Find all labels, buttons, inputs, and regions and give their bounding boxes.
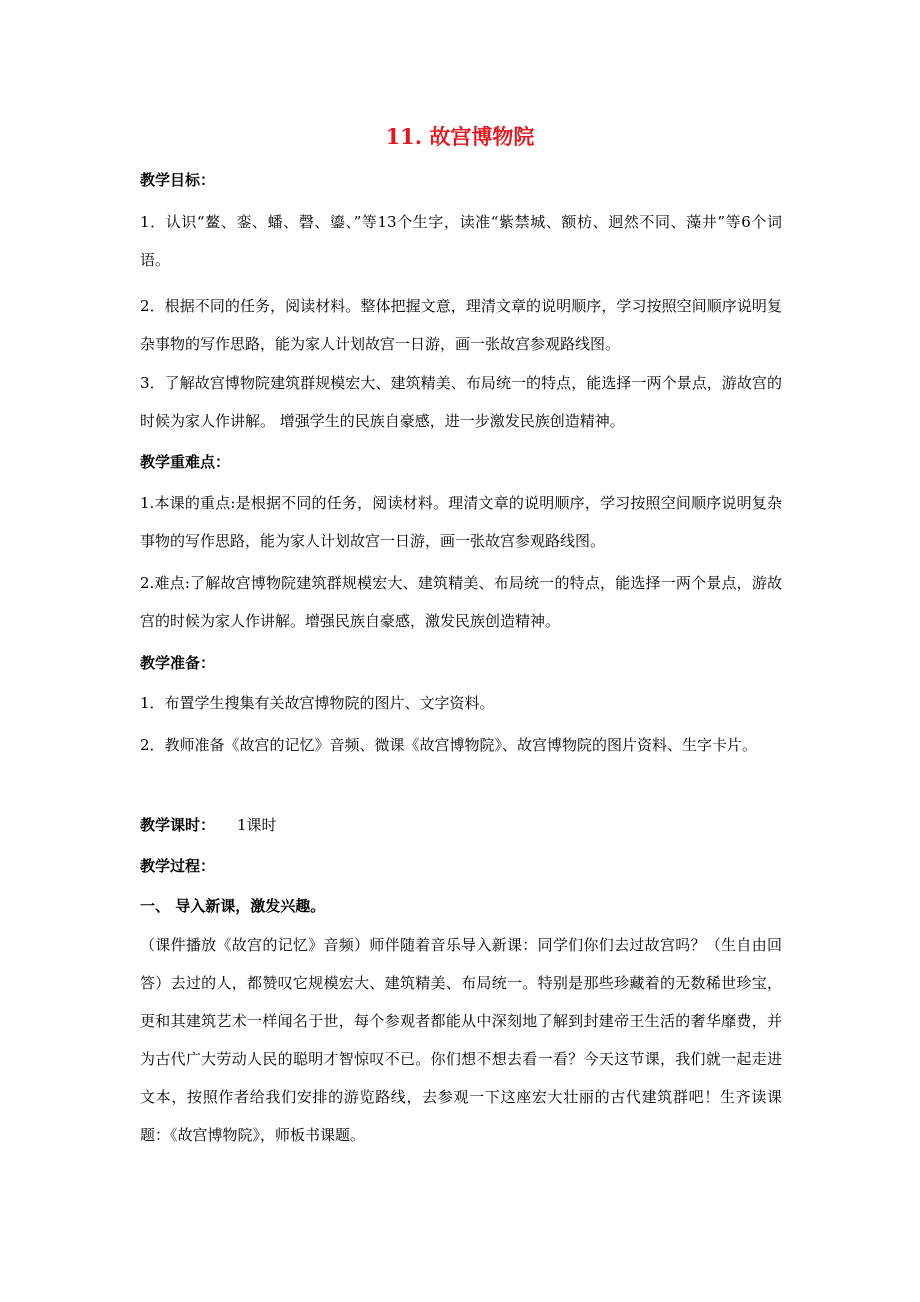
key-point-item: 1.本课的重点:是根据不同的任务，阅读材料。理清文章的说明顺序，学习按照空间顺序说明复杂事物的写作思路，能为家人计划故宫一日游，画一张故宫参观路线图。	[140, 494, 782, 550]
preparation-item: 2．教师准备《故宫的记忆》音频、微课《故宫博物院》、故宫博物院的图片资料、生字卡片。	[140, 736, 758, 754]
class-hours-value: 1课时	[237, 816, 277, 834]
preparation-heading: 教学准备：	[140, 654, 216, 672]
objective-item: 1．认识“鳌、銮、蟠、磬、鎏、”等13个生字，读准“紫禁城、额枋、迥然不同、藻井”等6个词语。	[140, 213, 782, 269]
objective-item: 2．根据不同的任务，阅读材料。整体把握文意，理清文章的说明顺序，学习按照空间顺序说明复杂事物的写作思路，能为家人计划故宫一日游，画一张故宫参观路线图。	[140, 297, 782, 353]
objectives-heading: 教学目标：	[140, 171, 216, 189]
document-title: 11. 故宫博物院	[385, 124, 535, 149]
section-1-heading: 一、 导入新课，激发兴趣。	[140, 897, 326, 915]
class-hours-heading: 教学课时：	[140, 816, 216, 834]
objective-item: 3．了解故宫博物院建筑群规模宏大、建筑精美、布局统一的特点，能选择一两个景点，游故宫的时候为家人作讲解。 增强学生的民族自豪感，进一步激发民族创造精神。	[140, 374, 782, 430]
key-points-heading: 教学重难点：	[140, 453, 231, 471]
key-point-item: 2.难点:了解故宫博物院建筑群规模宏大、建筑精美、布局统一的特点，能选择一两个景点，游故宫的时候为家人作讲解。增强民族自豪感，激发民族创造精神。	[140, 574, 782, 630]
preparation-item: 1．布置学生搜集有关故宫博物院的图片、文字资料。	[140, 694, 495, 712]
class-hours-row	[140, 814, 277, 836]
process-heading: 教学过程：	[140, 857, 216, 875]
section-1-text: （课件播放《故宫的记忆》音频）师伴随着音乐导入新课：同学们你们去过故宫吗？（生自由回答）去过的人，都赞叹它规模宏大、建筑精美、布局统一。特别是那些珍藏着的无数稀世珍宝，更和其建筑艺术一样闻名于世，每个参观者都能从中深刻地了解到封建帝王生活的奢华靡费，并为古代广大劳动人民的聪明才智惊叹不已。你们想不想去看一看？今天这节课，我们就一起走进文本，按照作者给我们安排的游览路线，去参观一下这座宏大壮丽的古代建筑群吧！生齐读课题：《故宫博物院》，师板书课题。	[140, 936, 782, 1144]
